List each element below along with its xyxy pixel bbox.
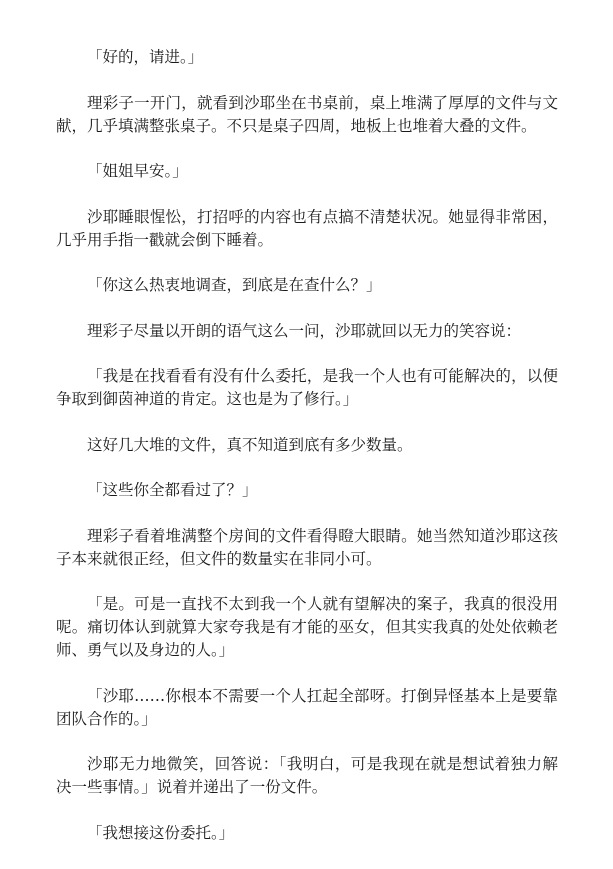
paragraph: 「你这么热衷地调查，到底是在查什么？」	[87, 276, 382, 294]
paragraph: 「沙耶……你根本不需要一个人扛起全部呀。打倒异怪基本上是要靠团队合作的。」	[56, 686, 558, 728]
paragraph: 理彩子看着堆满整个房间的文件看得瞪大眼睛。她当然知道沙耶这孩子本来就很正经，但文件的数量实在非同小可。	[56, 526, 558, 568]
paragraph: 「这些你全都看过了？」	[87, 481, 258, 499]
paragraph: 「我是在找看看有没有什么委托，是我一个人也有可能解决的，以便争取到御茵神道的肯定。这也是为了修行。」	[56, 367, 558, 408]
paragraph: 沙耶无力地微笑，回答说：「我明白，可是我现在就是想试着独力解决一些事情。」说着并递出了一份文件。	[56, 755, 558, 796]
paragraph: 理彩子尽量以开朗的语气这么一问，沙耶就回以无力的笑容说：	[87, 321, 522, 340]
paragraph: 沙耶睡眼惺忪，打招呼的内容也有点搞不清楚状况。她显得非常困，几乎用手指一戳就会倒下睡着。	[56, 207, 558, 249]
paragraph: 理彩子一开门，就看到沙耶坐在书桌前，桌上堆满了厚厚的文件与文献，几乎填满整张桌子。不只是桌子四周，地板上也堆着大叠的文件。	[56, 93, 558, 135]
paragraph: 「是。可是一直找不太到我一个人就有望解决的案子，我真的很没用呢。痛切体认到就算大家夸我是有才能的巫女，但其实我真的处处依赖老师、勇气以及身边的人。」	[56, 595, 558, 659]
paragraph: 「好的，请进。」	[87, 48, 204, 66]
paragraph: 这好几大堆的文件，真不知道到底有多少数量。	[87, 435, 413, 454]
paragraph: 「我想接这份委托。」	[87, 823, 235, 842]
document-page	[56, 46, 558, 867]
paragraph: 「姐姐早安。」	[87, 162, 188, 180]
